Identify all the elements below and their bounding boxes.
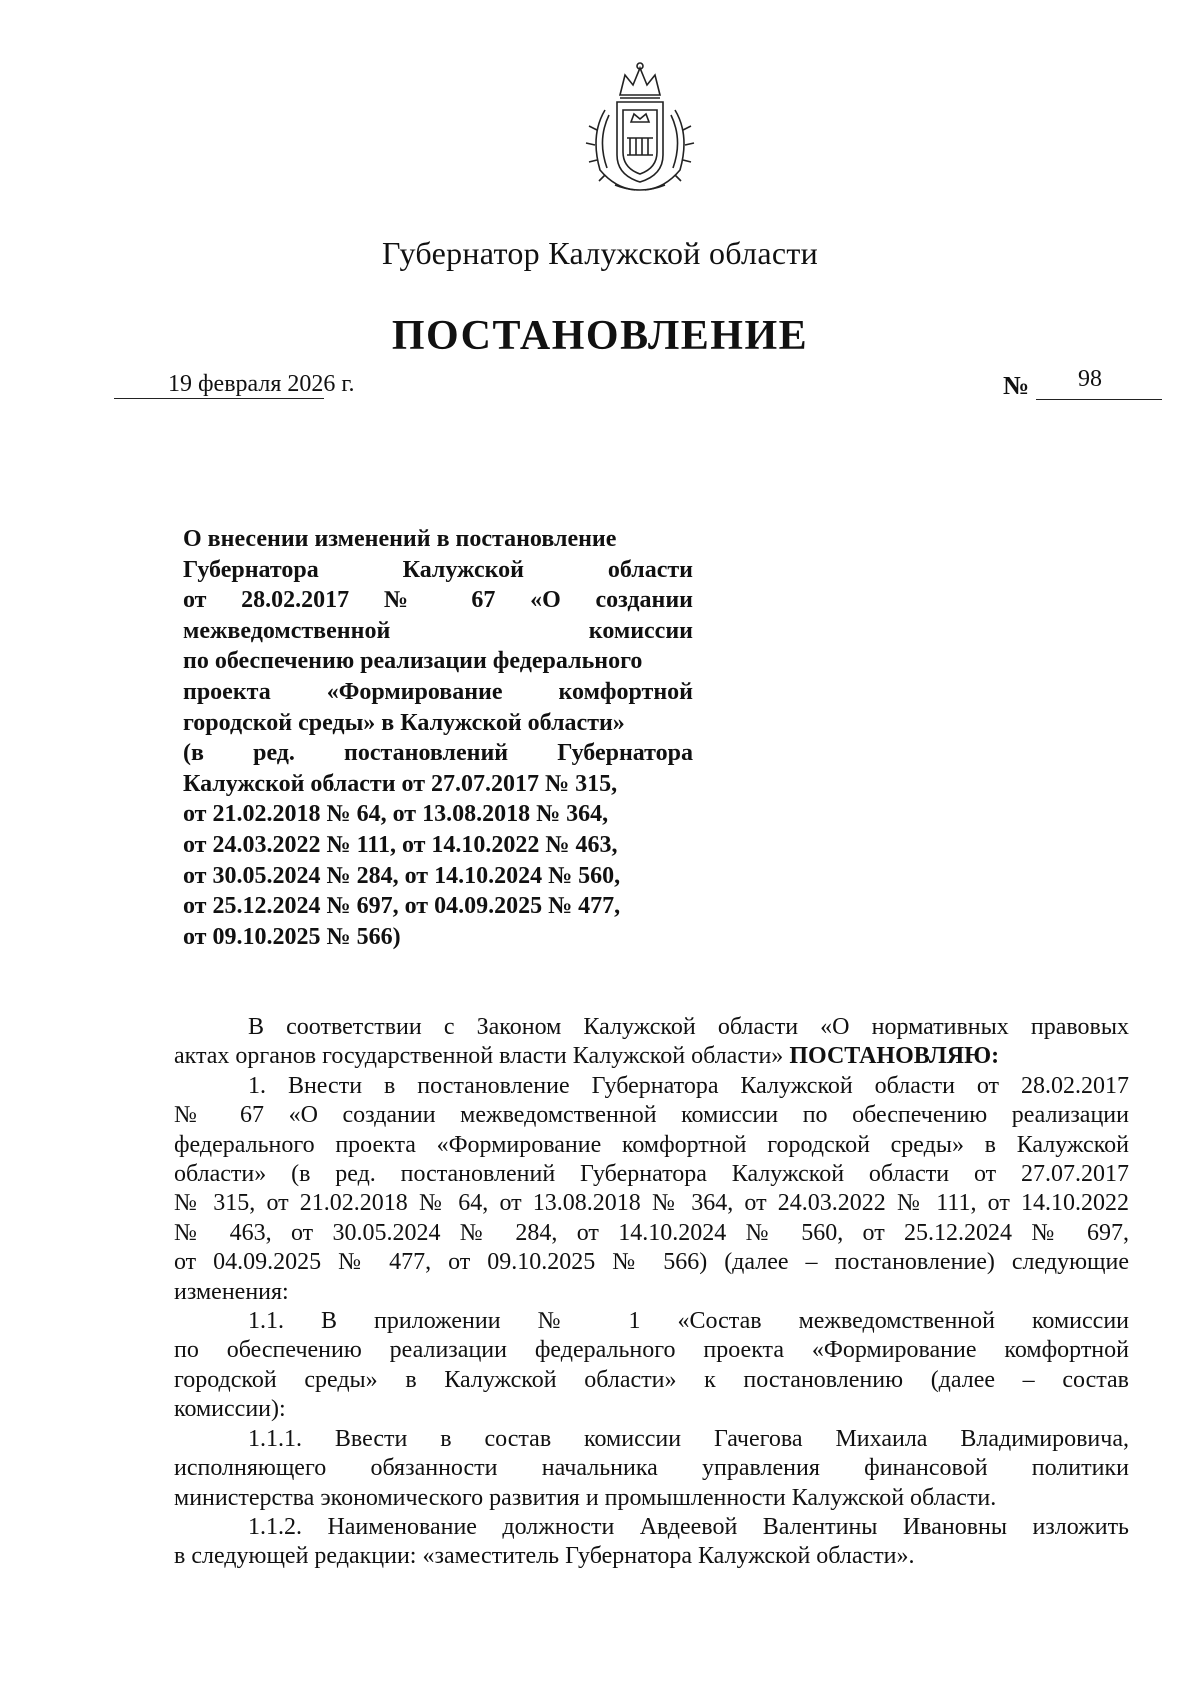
authority-name: Губернатор Калужской области [381, 235, 819, 271]
paragraph-line: министерства экономического развития и промышленности Калужской области. [174, 1484, 997, 1511]
preamble-line [174, 1042, 1129, 1071]
title-line: Калужской области от 27.07.2017 № 315, [183, 770, 618, 797]
paragraph-line: комиссии): [174, 1396, 286, 1423]
title-line: О внесении изменений в постановление [183, 526, 617, 552]
paragraph-line: 1.1. В приложении № 1 «Состав межведомственной комиссии [248, 1308, 1129, 1335]
title-line: от 21.02.2018 № 64, от 13.08.2018 № 364, [183, 801, 609, 828]
preamble-text: актах органов государственной власти Калужской области» [174, 1043, 784, 1070]
paragraph-line: изменения: [174, 1278, 289, 1305]
document-type: ПОСТАНОВЛЕНИЕ [391, 313, 809, 359]
title-line: межведомственной комиссии [183, 617, 693, 644]
coat-of-arms-emblem [575, 60, 705, 195]
document-number: 98 [1078, 366, 1102, 392]
title-line: по обеспечению реализации федерального [183, 648, 643, 675]
title-line: от 28.02.2017 № 67 «О создании [183, 587, 693, 614]
title-line: (в ред. постановлений Губернатора [183, 740, 693, 767]
title-line: проекта «Формирование комфортной [183, 678, 693, 705]
title-line: от 24.03.2022 № 111, от 14.10.2022 № 463, [183, 831, 618, 858]
document-title [183, 524, 693, 952]
paragraph-line: исполняющего обязанности начальника управления финансовой политики [174, 1455, 1129, 1482]
paragraph-line: № 315, от 21.02.2018 № 64, от 13.08.2018 № 364, от 24.03.2022 № 111, от 14.10.2022 [174, 1190, 1129, 1217]
paragraph-line: области» (в ред. постановлений Губернатора Калужской области от 27.07.2017 [174, 1161, 1129, 1188]
preamble-line: В соответствии с Законом Калужской области «О нормативных правовых [248, 1014, 1129, 1040]
paragraph-line: в следующей редакции: «заместитель Губернатора Калужской области». [174, 1543, 915, 1570]
paragraph-line: 1. Внести в постановление Губернатора Калужской области от 28.02.2017 [248, 1072, 1129, 1099]
number-label: № [1003, 371, 1030, 400]
paragraph-line: 1.1.1. Ввести в состав комиссии Гачегова Михаила Владимировича, [248, 1425, 1129, 1452]
document-date: 19 февраля 2026 г. [168, 371, 355, 397]
paragraph-line: федерального проекта «Формирование комфортной городской среды» в Калужской [174, 1131, 1129, 1158]
paragraph-line: № 463, от 30.05.2024 № 284, от 14.10.2024 № 560, от 25.12.2024 № 697, [174, 1219, 1129, 1246]
paragraph-line: по обеспечению реализации федерального проекта «Формирование комфортной [174, 1337, 1129, 1364]
title-line: городской среды» в Калужской области» [183, 709, 625, 736]
title-line: Губернатора Калужской области [183, 556, 693, 583]
paragraph-line: № 67 «О создании межведомственной комиссии по обеспечению реализации [174, 1102, 1129, 1129]
document-body [174, 1013, 1129, 1572]
paragraph-line: 1.1.2. Наименование должности Авдеевой Валентины Ивановны изложить [248, 1513, 1129, 1540]
paragraph-line: городской среды» в Калужской области» к постановлению (далее – состав [174, 1366, 1129, 1393]
decree-word: ПОСТАНОВЛЯЮ: [789, 1043, 1000, 1070]
title-line: от 30.05.2024 № 284, от 14.10.2024 № 560, [183, 862, 621, 889]
paragraph-line: от 04.09.2025 № 477, от 09.10.2025 № 566) (далее – постановление) следующие [174, 1249, 1129, 1276]
title-line: от 25.12.2024 № 697, от 04.09.2025 № 477, [183, 893, 621, 920]
title-line: от 09.10.2025 № 566) [183, 923, 401, 950]
